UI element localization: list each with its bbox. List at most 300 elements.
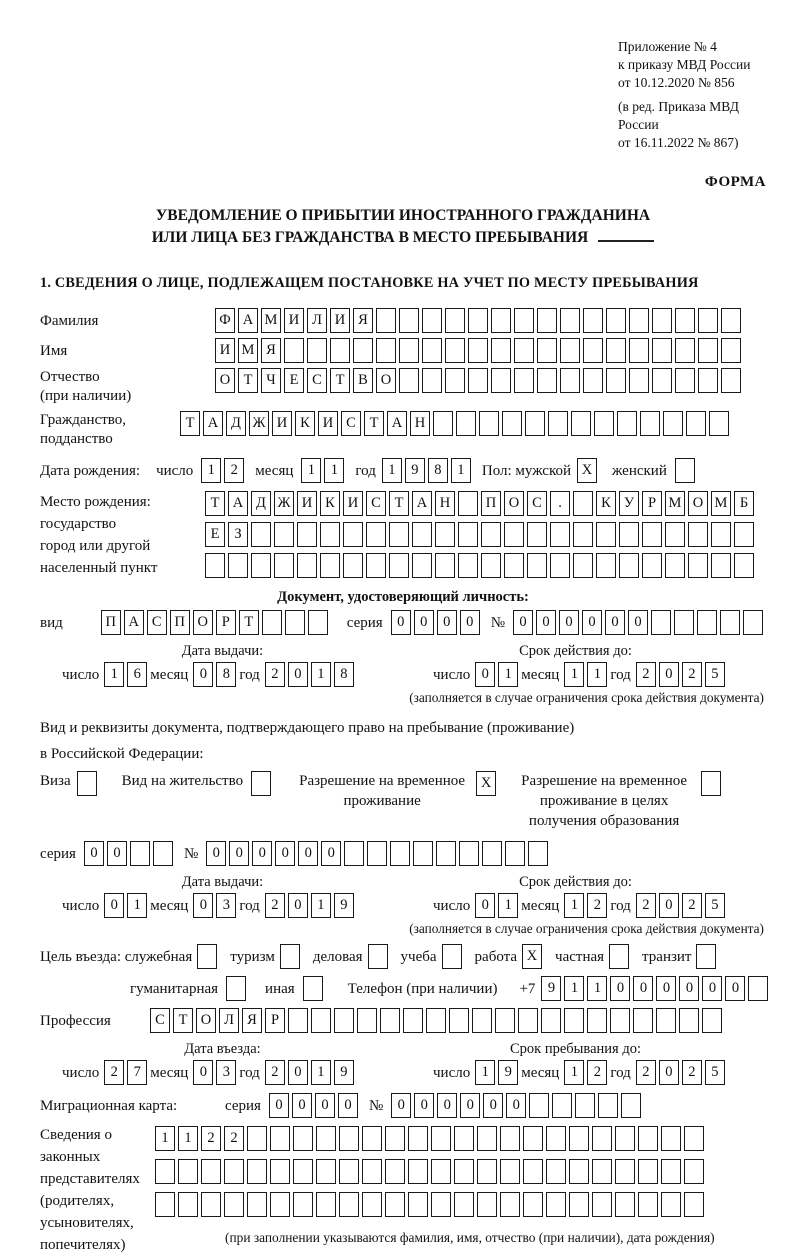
form-cell[interactable]: Я [353, 308, 373, 333]
purpose-humanitarian-checkbox[interactable] [226, 976, 249, 1001]
form-cell[interactable]: 0 [659, 662, 679, 687]
form-cell[interactable] [422, 308, 442, 333]
form-cell[interactable]: Р [216, 610, 236, 635]
form-cell[interactable] [426, 1008, 446, 1033]
form-cell[interactable]: Ч [261, 368, 281, 393]
form-cell[interactable]: К [596, 491, 616, 516]
form-cell[interactable]: 2 [636, 662, 656, 687]
form-cell[interactable]: 0 [288, 1060, 308, 1085]
form-cell[interactable] [458, 522, 478, 547]
form-cell[interactable] [592, 1192, 612, 1217]
form-cell[interactable]: 0 [437, 610, 457, 635]
form-cell[interactable] [436, 841, 456, 866]
form-cell[interactable]: П [101, 610, 121, 635]
form-cell[interactable] [385, 1126, 405, 1151]
form-cell[interactable]: Л [219, 1008, 239, 1033]
form-cell[interactable] [399, 308, 419, 333]
form-cell[interactable]: Н [410, 411, 430, 436]
rvp-edu-checkbox[interactable] [701, 771, 724, 796]
rvp-checkbox[interactable] [476, 771, 499, 796]
form-cell[interactable] [431, 1126, 451, 1151]
form-cell[interactable] [550, 553, 570, 578]
form-cell[interactable] [571, 411, 591, 436]
form-cell[interactable] [445, 338, 465, 363]
form-cell[interactable] [408, 1126, 428, 1151]
form-cell[interactable] [270, 1126, 290, 1151]
form-cell[interactable] [629, 338, 649, 363]
form-cell[interactable]: 7 [127, 1060, 147, 1085]
form-cell[interactable] [548, 411, 568, 436]
form-cell[interactable]: Т [239, 610, 259, 635]
visa-checkbox[interactable] [77, 771, 100, 796]
form-cell[interactable]: 2 [201, 1126, 221, 1151]
representatives-row3-cells[interactable] [155, 1192, 707, 1217]
form-cell[interactable] [573, 522, 593, 547]
form-cell[interactable] [459, 841, 479, 866]
stay-month-cells[interactable] [564, 1060, 610, 1085]
form-cell[interactable]: 0 [269, 1093, 289, 1118]
form-cell[interactable] [247, 1126, 267, 1151]
form-cell[interactable] [390, 841, 410, 866]
sex-male-checkbox[interactable] [577, 458, 600, 483]
form-cell[interactable]: 1 [311, 1060, 331, 1085]
doc-number-cells[interactable] [513, 610, 766, 635]
form-cell[interactable] [481, 553, 501, 578]
form-cell[interactable] [552, 1093, 572, 1118]
form-cell[interactable] [686, 411, 706, 436]
form-cell[interactable] [224, 1192, 244, 1217]
form-cell[interactable] [546, 1192, 566, 1217]
form-cell[interactable] [573, 491, 593, 516]
form-cell[interactable] [709, 411, 729, 436]
form-cell[interactable] [684, 1126, 704, 1151]
form-cell[interactable] [560, 338, 580, 363]
form-cell[interactable] [675, 308, 695, 333]
form-cell[interactable] [721, 338, 741, 363]
form-cell[interactable] [153, 841, 173, 866]
residence-permit-checkbox[interactable] [251, 771, 274, 796]
form-cell[interactable] [178, 1192, 198, 1217]
form-cell[interactable]: А [412, 491, 432, 516]
form-cell[interactable] [721, 368, 741, 393]
form-cell[interactable] [652, 338, 672, 363]
form-cell[interactable] [504, 522, 524, 547]
form-cell[interactable]: Н [435, 491, 455, 516]
form-cell[interactable]: 0 [536, 610, 556, 635]
form-cell[interactable] [445, 308, 465, 333]
form-cell[interactable]: З [228, 522, 248, 547]
form-cell[interactable] [698, 308, 718, 333]
form-cell[interactable]: М [711, 491, 731, 516]
valid-day-cells[interactable] [475, 662, 521, 687]
form-cell[interactable]: 9 [334, 893, 354, 918]
form-cell[interactable] [449, 1008, 469, 1033]
form-cell[interactable]: 1 [104, 662, 124, 687]
form-cell[interactable]: У [619, 491, 639, 516]
form-cell[interactable]: 0 [460, 1093, 480, 1118]
form-cell[interactable] [445, 368, 465, 393]
form-cell[interactable] [573, 553, 593, 578]
form-cell[interactable] [679, 1008, 699, 1033]
form-cell[interactable] [353, 338, 373, 363]
form-cell[interactable]: М [238, 338, 258, 363]
purpose-tourism-checkbox[interactable] [280, 944, 303, 969]
form-cell[interactable]: 1 [451, 458, 471, 483]
phone-cells[interactable] [541, 976, 771, 1001]
form-cell[interactable] [468, 308, 488, 333]
form-cell[interactable]: Т [330, 368, 350, 393]
form-cell[interactable]: 1 [564, 662, 584, 687]
form-cell[interactable]: Т [205, 491, 225, 516]
form-cell[interactable] [274, 522, 294, 547]
form-cell[interactable]: О [196, 1008, 216, 1033]
form-cell[interactable] [587, 1008, 607, 1033]
form-cell[interactable] [500, 1192, 520, 1217]
form-cell[interactable] [280, 944, 300, 969]
form-cell[interactable]: 1 [311, 893, 331, 918]
form-cell[interactable] [523, 1126, 543, 1151]
form-cell[interactable]: 1 [564, 893, 584, 918]
surname-cells[interactable] [215, 308, 744, 333]
form-cell[interactable] [412, 522, 432, 547]
form-cell[interactable]: 1 [178, 1126, 198, 1151]
res-valid-day-cells[interactable] [475, 893, 521, 918]
form-cell[interactable]: И [318, 411, 338, 436]
patronymic-cells[interactable] [215, 368, 744, 393]
form-cell[interactable] [661, 1192, 681, 1217]
form-cell[interactable]: С [147, 610, 167, 635]
form-cell[interactable] [640, 411, 660, 436]
form-cell[interactable]: Ф [215, 308, 235, 333]
form-cell[interactable]: 0 [292, 1093, 312, 1118]
form-cell[interactable]: 9 [498, 1060, 518, 1085]
form-cell[interactable] [316, 1192, 336, 1217]
form-cell[interactable]: 0 [437, 1093, 457, 1118]
form-cell[interactable] [598, 1093, 618, 1118]
form-cell[interactable]: 8 [216, 662, 236, 687]
form-cell[interactable]: 0 [513, 610, 533, 635]
form-cell[interactable]: 0 [659, 1060, 679, 1085]
form-cell[interactable]: 1 [324, 458, 344, 483]
form-cell[interactable] [575, 1093, 595, 1118]
form-cell[interactable]: 2 [636, 1060, 656, 1085]
form-cell[interactable]: Т [238, 368, 258, 393]
form-cell[interactable]: М [665, 491, 685, 516]
form-cell[interactable] [621, 1093, 641, 1118]
form-cell[interactable]: 0 [298, 841, 318, 866]
form-cell[interactable] [293, 1192, 313, 1217]
form-cell[interactable]: П [170, 610, 190, 635]
form-cell[interactable] [491, 308, 511, 333]
form-cell[interactable] [205, 553, 225, 578]
form-cell[interactable]: Я [261, 338, 281, 363]
form-cell[interactable] [619, 522, 639, 547]
form-cell[interactable] [688, 522, 708, 547]
form-cell[interactable]: И [343, 491, 363, 516]
purpose-work-checkbox[interactable] [522, 944, 545, 969]
birth-day-cells[interactable] [201, 458, 247, 483]
form-cell[interactable]: С [527, 491, 547, 516]
form-cell[interactable] [201, 1192, 221, 1217]
form-cell[interactable]: 5 [705, 662, 725, 687]
form-cell[interactable]: Е [205, 522, 225, 547]
form-cell[interactable]: 0 [193, 662, 213, 687]
form-cell[interactable]: 2 [224, 458, 244, 483]
form-cell[interactable]: 0 [206, 841, 226, 866]
form-cell[interactable] [514, 338, 534, 363]
form-cell[interactable]: 2 [265, 1060, 285, 1085]
form-cell[interactable] [367, 841, 387, 866]
form-cell[interactable]: 6 [127, 662, 147, 687]
form-cell[interactable] [514, 368, 534, 393]
form-cell[interactable]: К [295, 411, 315, 436]
form-cell[interactable] [525, 411, 545, 436]
form-cell[interactable] [560, 308, 580, 333]
form-cell[interactable]: 0 [702, 976, 722, 1001]
form-cell[interactable] [615, 1126, 635, 1151]
form-cell[interactable] [663, 411, 683, 436]
form-cell[interactable]: 0 [506, 1093, 526, 1118]
form-cell[interactable]: 0 [193, 1060, 213, 1085]
valid-year-cells[interactable] [636, 662, 728, 687]
form-cell[interactable] [527, 522, 547, 547]
form-cell[interactable]: С [341, 411, 361, 436]
form-cell[interactable] [546, 1126, 566, 1151]
res-valid-year-cells[interactable] [636, 893, 728, 918]
form-cell[interactable] [456, 411, 476, 436]
form-cell[interactable]: О [504, 491, 524, 516]
form-cell[interactable] [442, 944, 462, 969]
form-cell[interactable]: 0 [725, 976, 745, 1001]
form-cell[interactable]: Т [173, 1008, 193, 1033]
entry-month-cells[interactable] [193, 1060, 239, 1085]
form-cell[interactable]: И [284, 308, 304, 333]
form-cell[interactable]: 0 [315, 1093, 335, 1118]
form-cell[interactable]: С [366, 491, 386, 516]
form-cell[interactable]: Ж [274, 491, 294, 516]
purpose-other-checkbox[interactable] [303, 976, 326, 1001]
form-cell[interactable] [674, 610, 694, 635]
form-cell[interactable] [619, 553, 639, 578]
form-cell[interactable] [343, 553, 363, 578]
form-cell[interactable] [734, 553, 754, 578]
form-cell[interactable] [537, 368, 557, 393]
form-cell[interactable]: 3 [216, 1060, 236, 1085]
form-cell[interactable]: 1 [564, 1060, 584, 1085]
form-cell[interactable]: 1 [475, 1060, 495, 1085]
profession-cells[interactable] [150, 1008, 725, 1033]
form-cell[interactable] [458, 491, 478, 516]
form-cell[interactable] [385, 1192, 405, 1217]
form-cell[interactable] [642, 522, 662, 547]
form-cell[interactable]: 0 [193, 893, 213, 918]
res-number-cells[interactable] [206, 841, 551, 866]
form-cell[interactable]: 9 [334, 1060, 354, 1085]
form-cell[interactable] [376, 308, 396, 333]
form-cell[interactable] [606, 368, 626, 393]
res-issue-year-cells[interactable] [265, 893, 357, 918]
form-cell[interactable] [472, 1008, 492, 1033]
form-cell[interactable]: 1 [564, 976, 584, 1001]
form-cell[interactable] [495, 1008, 515, 1033]
form-cell[interactable] [560, 368, 580, 393]
form-cell[interactable] [569, 1192, 589, 1217]
form-cell[interactable] [320, 522, 340, 547]
form-cell[interactable] [698, 368, 718, 393]
form-cell[interactable]: Р [265, 1008, 285, 1033]
form-cell[interactable] [734, 522, 754, 547]
form-cell[interactable] [380, 1008, 400, 1033]
form-cell[interactable]: 0 [84, 841, 104, 866]
form-cell[interactable]: С [307, 368, 327, 393]
form-cell[interactable] [339, 1126, 359, 1151]
form-cell[interactable]: 0 [460, 610, 480, 635]
form-cell[interactable] [721, 308, 741, 333]
doc-seriya-cells[interactable] [391, 610, 483, 635]
form-cell[interactable]: 0 [483, 1093, 503, 1118]
form-cell[interactable]: И [215, 338, 235, 363]
form-cell[interactable]: Б [734, 491, 754, 516]
form-cell[interactable] [320, 553, 340, 578]
form-cell[interactable] [433, 411, 453, 436]
purpose-business-checkbox[interactable] [368, 944, 391, 969]
form-cell[interactable] [688, 553, 708, 578]
form-cell[interactable]: И [297, 491, 317, 516]
representatives-row1-cells[interactable] [155, 1126, 707, 1151]
form-cell[interactable]: 0 [414, 610, 434, 635]
form-cell[interactable]: 9 [541, 976, 561, 1001]
form-cell[interactable] [665, 522, 685, 547]
res-issue-month-cells[interactable] [193, 893, 239, 918]
form-cell[interactable] [610, 1008, 630, 1033]
form-cell[interactable] [541, 1008, 561, 1033]
sex-female-checkbox[interactable] [675, 458, 698, 483]
form-cell[interactable]: А [387, 411, 407, 436]
form-cell[interactable]: 9 [405, 458, 425, 483]
form-cell[interactable]: 1 [155, 1126, 175, 1151]
issue-day-cells[interactable] [104, 662, 150, 687]
form-cell[interactable] [251, 522, 271, 547]
form-cell[interactable] [583, 338, 603, 363]
form-cell[interactable]: 1 [127, 893, 147, 918]
form-cell[interactable] [504, 553, 524, 578]
form-cell[interactable]: 1 [201, 458, 221, 483]
form-cell[interactable]: 0 [391, 1093, 411, 1118]
form-cell[interactable]: Т [364, 411, 384, 436]
form-cell[interactable]: 2 [265, 893, 285, 918]
form-cell[interactable]: И [272, 411, 292, 436]
form-cell[interactable]: П [481, 491, 501, 516]
form-cell[interactable] [297, 553, 317, 578]
form-cell[interactable]: Л [307, 308, 327, 333]
form-cell[interactable] [285, 610, 305, 635]
birth-month-cells[interactable] [301, 458, 347, 483]
issue-year-cells[interactable] [265, 662, 357, 687]
form-cell[interactable]: А [228, 491, 248, 516]
form-cell[interactable]: О [193, 610, 213, 635]
entry-day-cells[interactable] [104, 1060, 150, 1085]
form-cell[interactable]: О [376, 368, 396, 393]
form-cell[interactable] [748, 976, 768, 1001]
form-cell[interactable]: 2 [587, 893, 607, 918]
form-cell[interactable]: X [476, 771, 496, 796]
form-cell[interactable] [527, 553, 547, 578]
form-cell[interactable]: 1 [382, 458, 402, 483]
form-cell[interactable] [596, 553, 616, 578]
form-cell[interactable] [311, 1008, 331, 1033]
form-cell[interactable] [651, 610, 671, 635]
form-cell[interactable] [537, 308, 557, 333]
form-cell[interactable]: 0 [229, 841, 249, 866]
form-cell[interactable]: 0 [252, 841, 272, 866]
form-cell[interactable] [468, 368, 488, 393]
form-cell[interactable] [514, 308, 534, 333]
form-cell[interactable]: 0 [475, 662, 495, 687]
form-cell[interactable] [307, 338, 327, 363]
form-cell[interactable] [228, 553, 248, 578]
form-cell[interactable] [155, 1192, 175, 1217]
form-cell[interactable]: 0 [656, 976, 676, 1001]
form-cell[interactable] [594, 411, 614, 436]
form-cell[interactable] [422, 368, 442, 393]
form-cell[interactable] [711, 553, 731, 578]
res-seriya-cells[interactable] [84, 841, 176, 866]
form-cell[interactable] [697, 610, 717, 635]
form-cell[interactable] [226, 976, 246, 1001]
form-cell[interactable] [343, 522, 363, 547]
form-cell[interactable] [274, 553, 294, 578]
form-cell[interactable] [642, 553, 662, 578]
birthplace-row2-cells[interactable] [205, 522, 757, 547]
birthplace-row1-cells[interactable] [205, 491, 757, 516]
form-cell[interactable] [638, 1192, 658, 1217]
form-cell[interactable] [502, 411, 522, 436]
form-cell[interactable] [529, 1093, 549, 1118]
form-cell[interactable] [491, 368, 511, 393]
purpose-study-checkbox[interactable] [442, 944, 465, 969]
form-cell[interactable]: 0 [288, 662, 308, 687]
birthplace-row3-cells[interactable] [205, 553, 757, 578]
form-cell[interactable] [482, 841, 502, 866]
stay-day-cells[interactable] [475, 1060, 521, 1085]
form-cell[interactable] [408, 1192, 428, 1217]
form-cell[interactable] [403, 1008, 423, 1033]
form-cell[interactable] [702, 1008, 722, 1033]
form-cell[interactable] [477, 1192, 497, 1217]
form-cell[interactable] [435, 553, 455, 578]
form-cell[interactable]: . [550, 491, 570, 516]
form-cell[interactable] [606, 338, 626, 363]
form-cell[interactable] [357, 1008, 377, 1033]
form-cell[interactable] [431, 1192, 451, 1217]
form-cell[interactable] [665, 553, 685, 578]
form-cell[interactable]: 0 [610, 976, 630, 1001]
form-cell[interactable] [412, 553, 432, 578]
form-cell[interactable] [366, 522, 386, 547]
form-cell[interactable]: Р [642, 491, 662, 516]
form-cell[interactable]: 2 [682, 662, 702, 687]
form-cell[interactable] [675, 338, 695, 363]
form-cell[interactable]: И [330, 308, 350, 333]
form-cell[interactable]: 0 [107, 841, 127, 866]
citizenship-cells[interactable] [180, 411, 732, 436]
form-cell[interactable] [661, 1126, 681, 1151]
issue-month-cells[interactable] [193, 662, 239, 687]
form-cell[interactable] [376, 338, 396, 363]
form-cell[interactable] [609, 944, 629, 969]
form-cell[interactable] [77, 771, 97, 796]
form-cell[interactable] [308, 610, 328, 635]
